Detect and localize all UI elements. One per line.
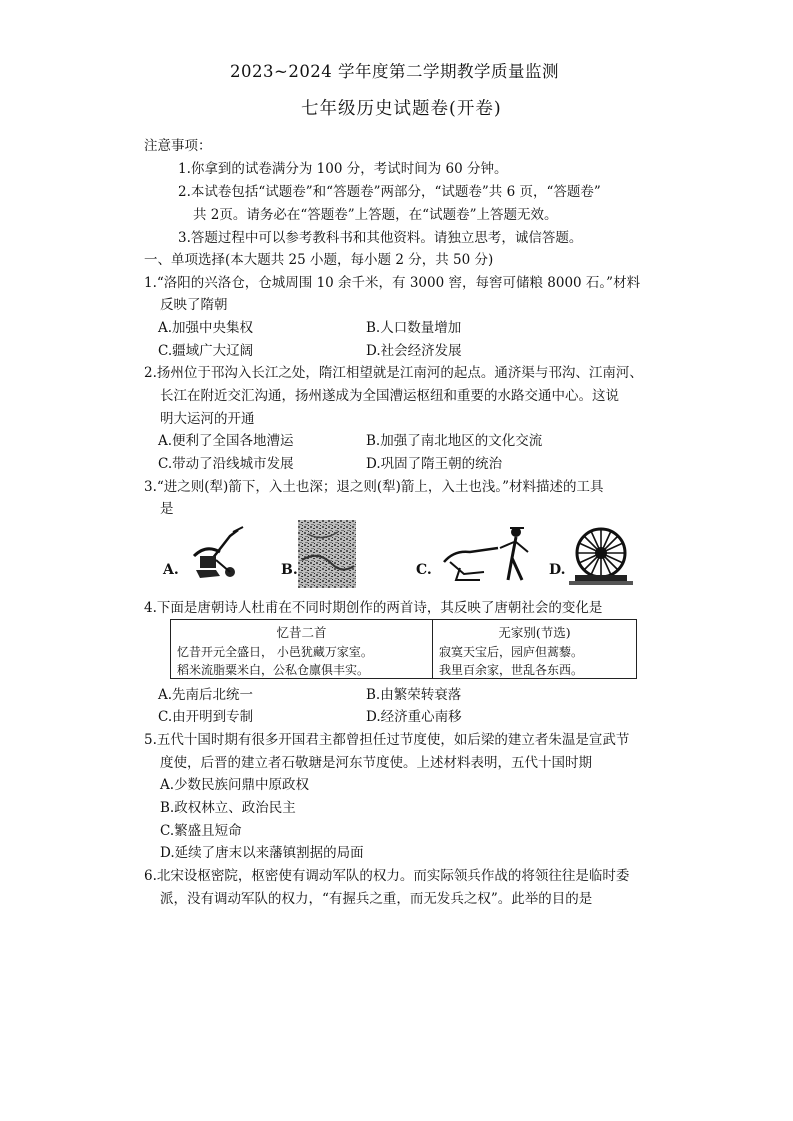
notes-item: 3.答题过程中可以参考教科书和其他资料。请独立思考，诚信答题。: [178, 230, 583, 246]
question-2-stem: 2.扬州位于邗沟入长江之处，隋江相望就是江南河的起点。通济渠与邗沟、江南河、: [144, 365, 643, 381]
q4-option-c[interactable]: C.由开明到专制: [158, 709, 254, 725]
q4-option-a[interactable]: A.先南后北统一: [158, 687, 254, 703]
poem-line: 我里百余家，世乱各东西。: [439, 663, 584, 677]
q4-option-d[interactable]: D.经济重心南移: [366, 709, 462, 725]
poem-title-right: 无家别(节选): [498, 625, 571, 640]
q5-option-d[interactable]: D.延续了唐末以来藩镇割据的局面: [160, 845, 364, 861]
q5-option-b[interactable]: B.政权林立、政治民主: [160, 800, 296, 816]
notes-item: 1.你拿到的试卷满分为 100 分，考试时间为 60 分钟。: [178, 161, 508, 177]
q2-option-c[interactable]: C.带动了沿线城市发展: [158, 456, 294, 472]
curved-plow-icon[interactable]: [186, 526, 246, 582]
q5-option-c[interactable]: C.繁盛且短命: [160, 823, 242, 839]
question-2-stem: 明大运河的开通: [160, 411, 255, 427]
notes-heading: 注意事项：: [144, 138, 212, 154]
poem-title-left: 忆昔二首: [276, 625, 327, 640]
question-3-stem: 3.“进之则(犁)箭下，入土也深；退之则(犁)箭上，入土也浅。”材料描述的工具: [144, 479, 604, 495]
q1-option-d[interactable]: D.社会经济发展: [366, 343, 462, 359]
q4-option-b[interactable]: B.由繁荣转衰落: [366, 687, 462, 703]
question-6-stem: 6.北宋设枢密院，枢密使有调动军队的权力。而实际领兵作战的将领往往是临时委: [144, 868, 630, 884]
ox-plow-farmer-icon[interactable]: [440, 522, 532, 588]
q3-option-c-label[interactable]: C.: [416, 562, 432, 578]
question-3-stem: 是: [160, 501, 174, 517]
section-heading: 一、单项选择(本大题共 25 小题，每小题 2 分，共 50 分): [144, 252, 494, 268]
question-1-stem: 1.“洛阳的兴洛仓，仓城周围 10 余千米，有 3000 窖，每窖可储粮 8000 石。”材料: [144, 275, 641, 291]
poem-column-right: [433, 620, 636, 678]
poem-line: 寂寞天宝后，园庐但蒿藜。: [439, 645, 584, 659]
question-5-stem: 5.五代十国时期有很多开国君主都曾担任过节度使，如后梁的建立者朱温是宣武节: [144, 732, 630, 748]
poem-comparison-table: [170, 619, 637, 679]
q1-option-c[interactable]: C.疆域广大辽阔: [158, 343, 254, 359]
q2-option-d[interactable]: D.巩固了隋王朝的统治: [366, 456, 503, 472]
notes-item: 共 2页。请务必在“答题卷”上答题，在“试题卷”上答题无效。: [193, 207, 558, 223]
question-2-stem: 长江在附近交汇沟通，扬州遂成为全国漕运枢纽和重要的水路交通中心。这说: [160, 388, 619, 404]
poem-line: 忆昔开元全盛日， 小邑犹藏万家室。: [177, 645, 373, 659]
question-4-stem: 4.下面是唐朝诗人杜甫在不同时期创作的两首诗，其反映了唐朝社会的变化是: [144, 600, 603, 616]
poem-column-left: [171, 620, 433, 678]
q1-option-a[interactable]: A.加强中央集权: [158, 320, 254, 336]
q3-option-a-label[interactable]: A.: [163, 562, 179, 578]
poem-line: 稻米流脂粟米白，公私仓廪俱丰实。: [177, 663, 370, 677]
question-5-stem: 度使，后晋的建立者石敬瑭是河东节度使。上述材料表明，五代十国时期: [160, 755, 592, 771]
q3-option-b-label[interactable]: B.: [281, 562, 298, 578]
q2-option-b[interactable]: B.加强了南北地区的文化交流: [366, 433, 543, 449]
question-1-stem: 反映了隋朝: [160, 297, 228, 313]
notes-item: 2.本试卷包括“试题卷”和“答题卷”两部分，“试题卷”共 6 页，“答题卷”: [178, 184, 601, 200]
q5-option-a[interactable]: A.少数民族问鼎中原政权: [160, 777, 310, 793]
question-6-stem: 派，没有调动军队的权力，“有握兵之重，而无发兵之权”。此举的目的是: [160, 891, 593, 907]
exam-title: 2023~2024 学年度第二学期教学质量监测: [230, 62, 560, 81]
q1-option-b[interactable]: B.人口数量增加: [366, 320, 462, 336]
textured-photo-icon[interactable]: [298, 520, 356, 588]
q2-option-a[interactable]: A.便利了全国各地漕运: [158, 433, 294, 449]
exam-subtitle: 七年级历史试题卷(开卷): [301, 99, 502, 119]
water-wheel-icon[interactable]: [569, 523, 633, 589]
q3-option-d-label[interactable]: D.: [549, 562, 566, 578]
